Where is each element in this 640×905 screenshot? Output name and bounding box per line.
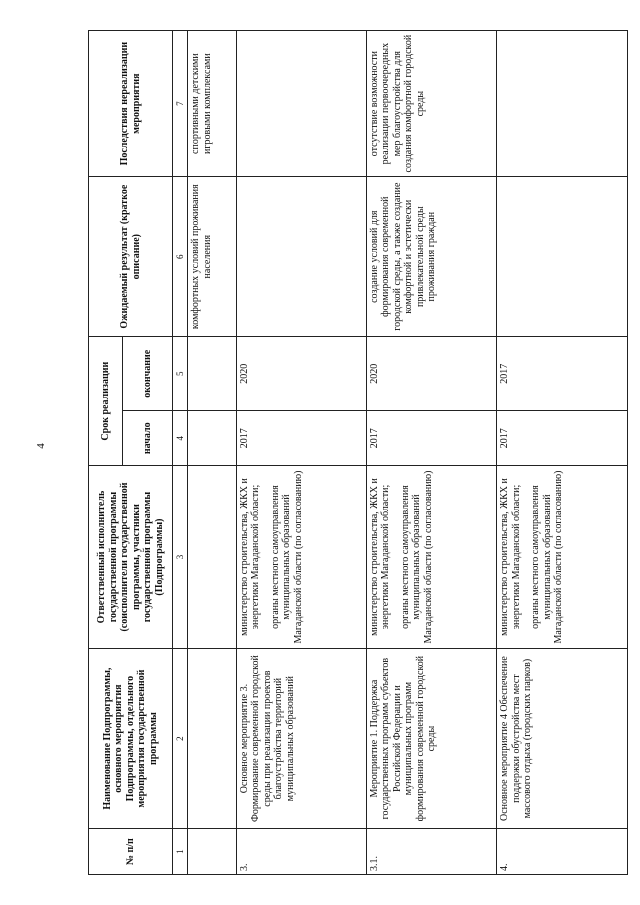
- cell-result: комфортных условий проживания населения: [188, 177, 236, 337]
- executor-local: органы местного самоуправления муниципальных образований Магаданской области (по согласованию): [530, 470, 565, 644]
- col-number: 6: [173, 177, 188, 337]
- cell-start: 2017: [236, 411, 366, 466]
- cell-executor: [366, 466, 496, 649]
- table-row: [236, 31, 366, 875]
- cell-end: 2020: [366, 337, 496, 411]
- executor-ministry: министерство строительства, ЖКХ и энергетики Магаданской области;: [499, 478, 522, 636]
- cell-result: [497, 177, 628, 337]
- cell-name: Основное мероприятие 4 Обеспечение поддержки обустройства мест массового отдыха (городских парков): [497, 648, 628, 828]
- cell-end: 2020: [236, 337, 366, 411]
- cell-num: 3.: [236, 829, 366, 875]
- table-row: [497, 31, 628, 875]
- col-number: 7: [173, 31, 188, 177]
- cell-executor: [497, 466, 628, 649]
- cell-consequences: [497, 31, 628, 177]
- header-term-end: окончание: [123, 337, 173, 411]
- cell-name: Мероприятие 1. Поддержка государственных программ субъектов Российской Федерации и муниципальных программ формирования современной городской среды: [366, 648, 496, 828]
- col-number: 3: [173, 466, 188, 649]
- cell-consequences: [236, 31, 366, 177]
- measures-table: [88, 30, 628, 875]
- executor-ministry: министерство строительства, ЖКХ и энергетики Магаданской области;: [368, 478, 392, 636]
- header-num: № п/п: [89, 829, 173, 875]
- col-number: 1: [173, 829, 188, 875]
- executor-local: органы местного самоуправления муниципальных образований Магаданской области (по согласованию): [399, 470, 434, 644]
- rotated-table-container: [88, 30, 628, 875]
- cell-result: создание условий для формирования современной городской среды, а также создание комфортной и эстетически привлекательной среды проживания граждан: [366, 177, 496, 337]
- table-row: [188, 31, 236, 875]
- header-term-start: начало: [123, 411, 173, 466]
- cell-result: [236, 177, 366, 337]
- cell-executor: [236, 466, 366, 649]
- header-name: Наименование Подпрограммы, основного мероприятия Подпрограммы, отдельного мероприятия государственной программы: [89, 648, 173, 828]
- cell-num: [188, 829, 236, 875]
- header-term: Срок реализации: [89, 337, 123, 466]
- cell-end: 2017: [497, 337, 628, 411]
- header-executor: Ответственный исполнитель государственной программы (соисполнители государственной программы, участники государственной программы (Подпрограммы): [89, 466, 173, 649]
- column-numbers-row: [173, 31, 188, 875]
- col-number: 2: [173, 648, 188, 828]
- cell-end: [188, 337, 236, 411]
- header-result: Ожидаемый результат (краткое описание): [89, 177, 173, 337]
- header-consequences: Последствия нереализации мероприятия: [89, 31, 173, 177]
- cell-executor: [188, 466, 236, 649]
- cell-start: 2017: [497, 411, 628, 466]
- table-row: [366, 31, 496, 875]
- executor-local: органы местного самоуправления муниципальных образований Магаданской области (по согласованию): [269, 470, 304, 644]
- cell-start: [188, 411, 236, 466]
- cell-num: 3.1.: [366, 829, 496, 875]
- cell-num: 4.: [497, 829, 628, 875]
- cell-name: Основное мероприятие 3. Формирование современной городской среды при реализации проектов благоустройства территорий муниципальных образований: [236, 648, 366, 828]
- col-number: 4: [173, 411, 188, 466]
- cell-name: [188, 648, 236, 828]
- executor-ministry: министерство строительства, ЖКХ и энергетики Магаданской области;: [238, 478, 262, 636]
- cell-consequences: отсутствие возможности реализации первоочередных мер благоустройства для создания комфортной городской среды: [366, 31, 496, 177]
- col-number: 5: [173, 337, 188, 411]
- cell-consequences: спортивными детскими игровыми комплексами: [188, 31, 236, 177]
- cell-start: 2017: [366, 411, 496, 466]
- page-number: 4: [34, 443, 47, 449]
